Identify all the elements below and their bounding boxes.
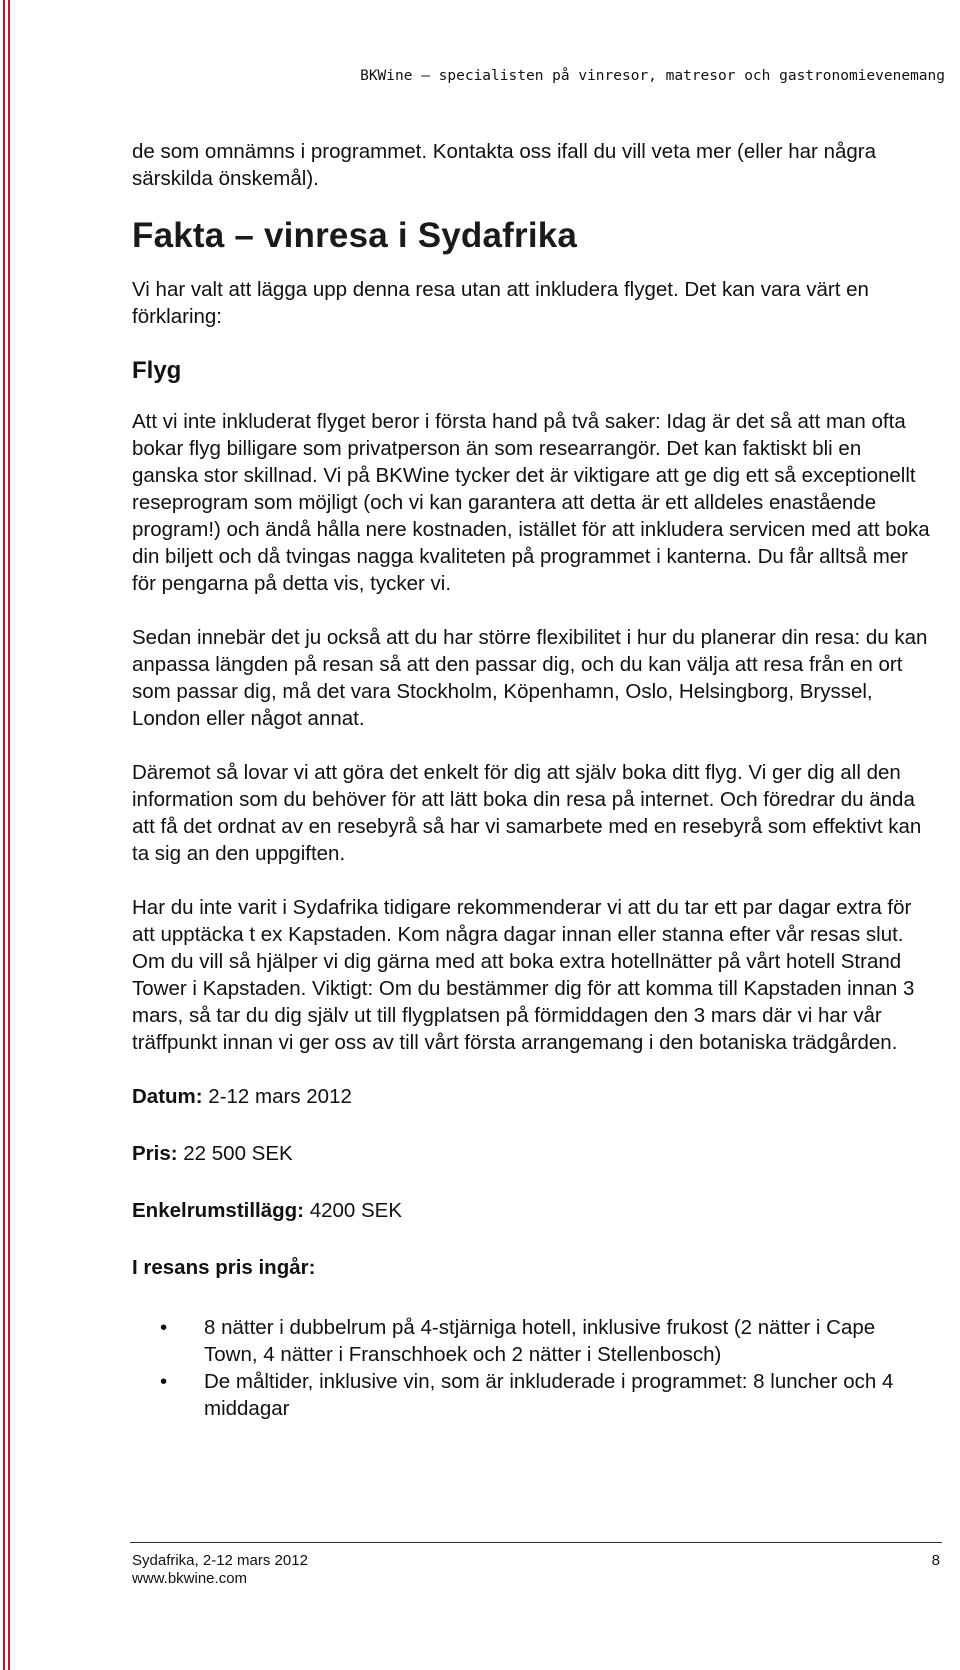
paragraph-4: Har du inte varit i Sydafrika tidigare rekommenderar vi att du tar ett par dagar extra för att upptäcka t ex Kapstaden. Kom några dagar innan eller stanna efter vår resas slut. Om du vill så hjälper vi dig gärna med att boka extra hotellnätter på vårt hotell Strand Tower i Kapstaden. Viktigt: Om du bestämmer dig för att komma till Kapstaden innan 3 mars, så tar du dig själv ut till flygplatsen på förmiddagen den 3 mars där vi har vår träffpunkt innan vi ger oss av till vårt första arrangemang i den botaniska trädgården. (132, 896, 915, 1054)
fact-single-room (132, 1197, 932, 1224)
paragraph-1: Att vi inte inkluderat flyget beror i första hand på två saker: Idag är det så att man ofta bokar flyg billigare som privatperson än som researrangör. Det kan faktiskt bli en ganska stor skillnad. Vi på BKWine tycker det är viktigare att ge dig ett så exceptionellt reseprogram som möjligt (och vi kan garantera att detta är ett alldeles enastående program!) och ändå hålla nere kostnaden, istället för att inkludera servicen med att boka din biljett och då tvingas nagga kvaliteten på programmet i kanterna. Du får alltså mer för pengarna på detta vis, tycker vi. (132, 410, 930, 595)
includes-list (132, 1314, 932, 1422)
left-edge-line (3, 0, 5, 1670)
lead-paragraph: Vi har valt att lägga upp denna resa utan att inkludera flyget. Det kan vara värt en förklaring: (132, 278, 869, 328)
footer-divider (130, 1542, 942, 1543)
running-header: BKWine – specialisten på vinresor, matresor och gastronomievenemang (360, 68, 945, 84)
section-title: Fakta – vinresa i Sydafrika (132, 216, 578, 255)
page-number: 8 (931, 1552, 940, 1569)
fact-single-label: Enkelrumstillägg: (132, 1199, 305, 1222)
page-footer (132, 1552, 940, 1588)
subheading-flyg: Flyg (132, 357, 182, 384)
fact-price-value: 22 500 SEK (177, 1142, 293, 1165)
list-item (132, 1368, 932, 1422)
list-item-text: De måltider, inklusive vin, som är inkluderade i programmet: 8 luncher och 4 middagar (204, 1370, 894, 1420)
footer-trip: Sydafrika, 2-12 mars 2012 (132, 1552, 308, 1569)
fact-single-value: 4200 SEK (304, 1199, 403, 1222)
fact-price-label: Pris: (132, 1142, 178, 1165)
bullet-icon: • (160, 1316, 168, 1339)
intro-paragraph: de som omnämns i programmet. Kontakta oss ifall du vill veta mer (eller har några särskilda önskemål). (132, 140, 877, 190)
bullet-icon: • (160, 1370, 168, 1393)
footer-website: www.bkwine.com (132, 1570, 248, 1587)
list-item-text: 8 nätter i dubbelrum på 4-stjärniga hotell, inklusive frukost (2 nätter i Cape Town, 4 nätter i Franschhoek och 2 nätter i Stellenbosch) (204, 1316, 876, 1366)
includes-heading: I resans pris ingår: (132, 1256, 316, 1279)
fact-date-label: Datum: (132, 1085, 203, 1108)
paragraph-3: Däremot så lovar vi att göra det enkelt för dig att själv boka ditt flyg. Vi ger dig all den information som du behöver för att lätt boka din resa på internet. Och föredrar du ända att få det ordnat av en resebyrå så har vi samarbete med en resebyrå som effektivt kan ta sig an den uppgiften. (132, 761, 922, 865)
list-item (132, 1314, 932, 1368)
paragraph-2: Sedan innebär det ju också att du har större flexibilitet i hur du planerar din resa: du kan anpassa längden på resan så att den passar dig, och du kan välja att resa från en ort som passar dig, må det vara Stockholm, Köpenhamn, Oslo, Helsingborg, Bryssel, London eller något annat. (132, 626, 928, 730)
left-edge-line-inner (8, 0, 10, 1670)
fact-price (132, 1140, 932, 1167)
fact-date-value: 2-12 mars 2012 (202, 1085, 352, 1108)
page-content (132, 138, 932, 1422)
fact-date (132, 1083, 932, 1110)
